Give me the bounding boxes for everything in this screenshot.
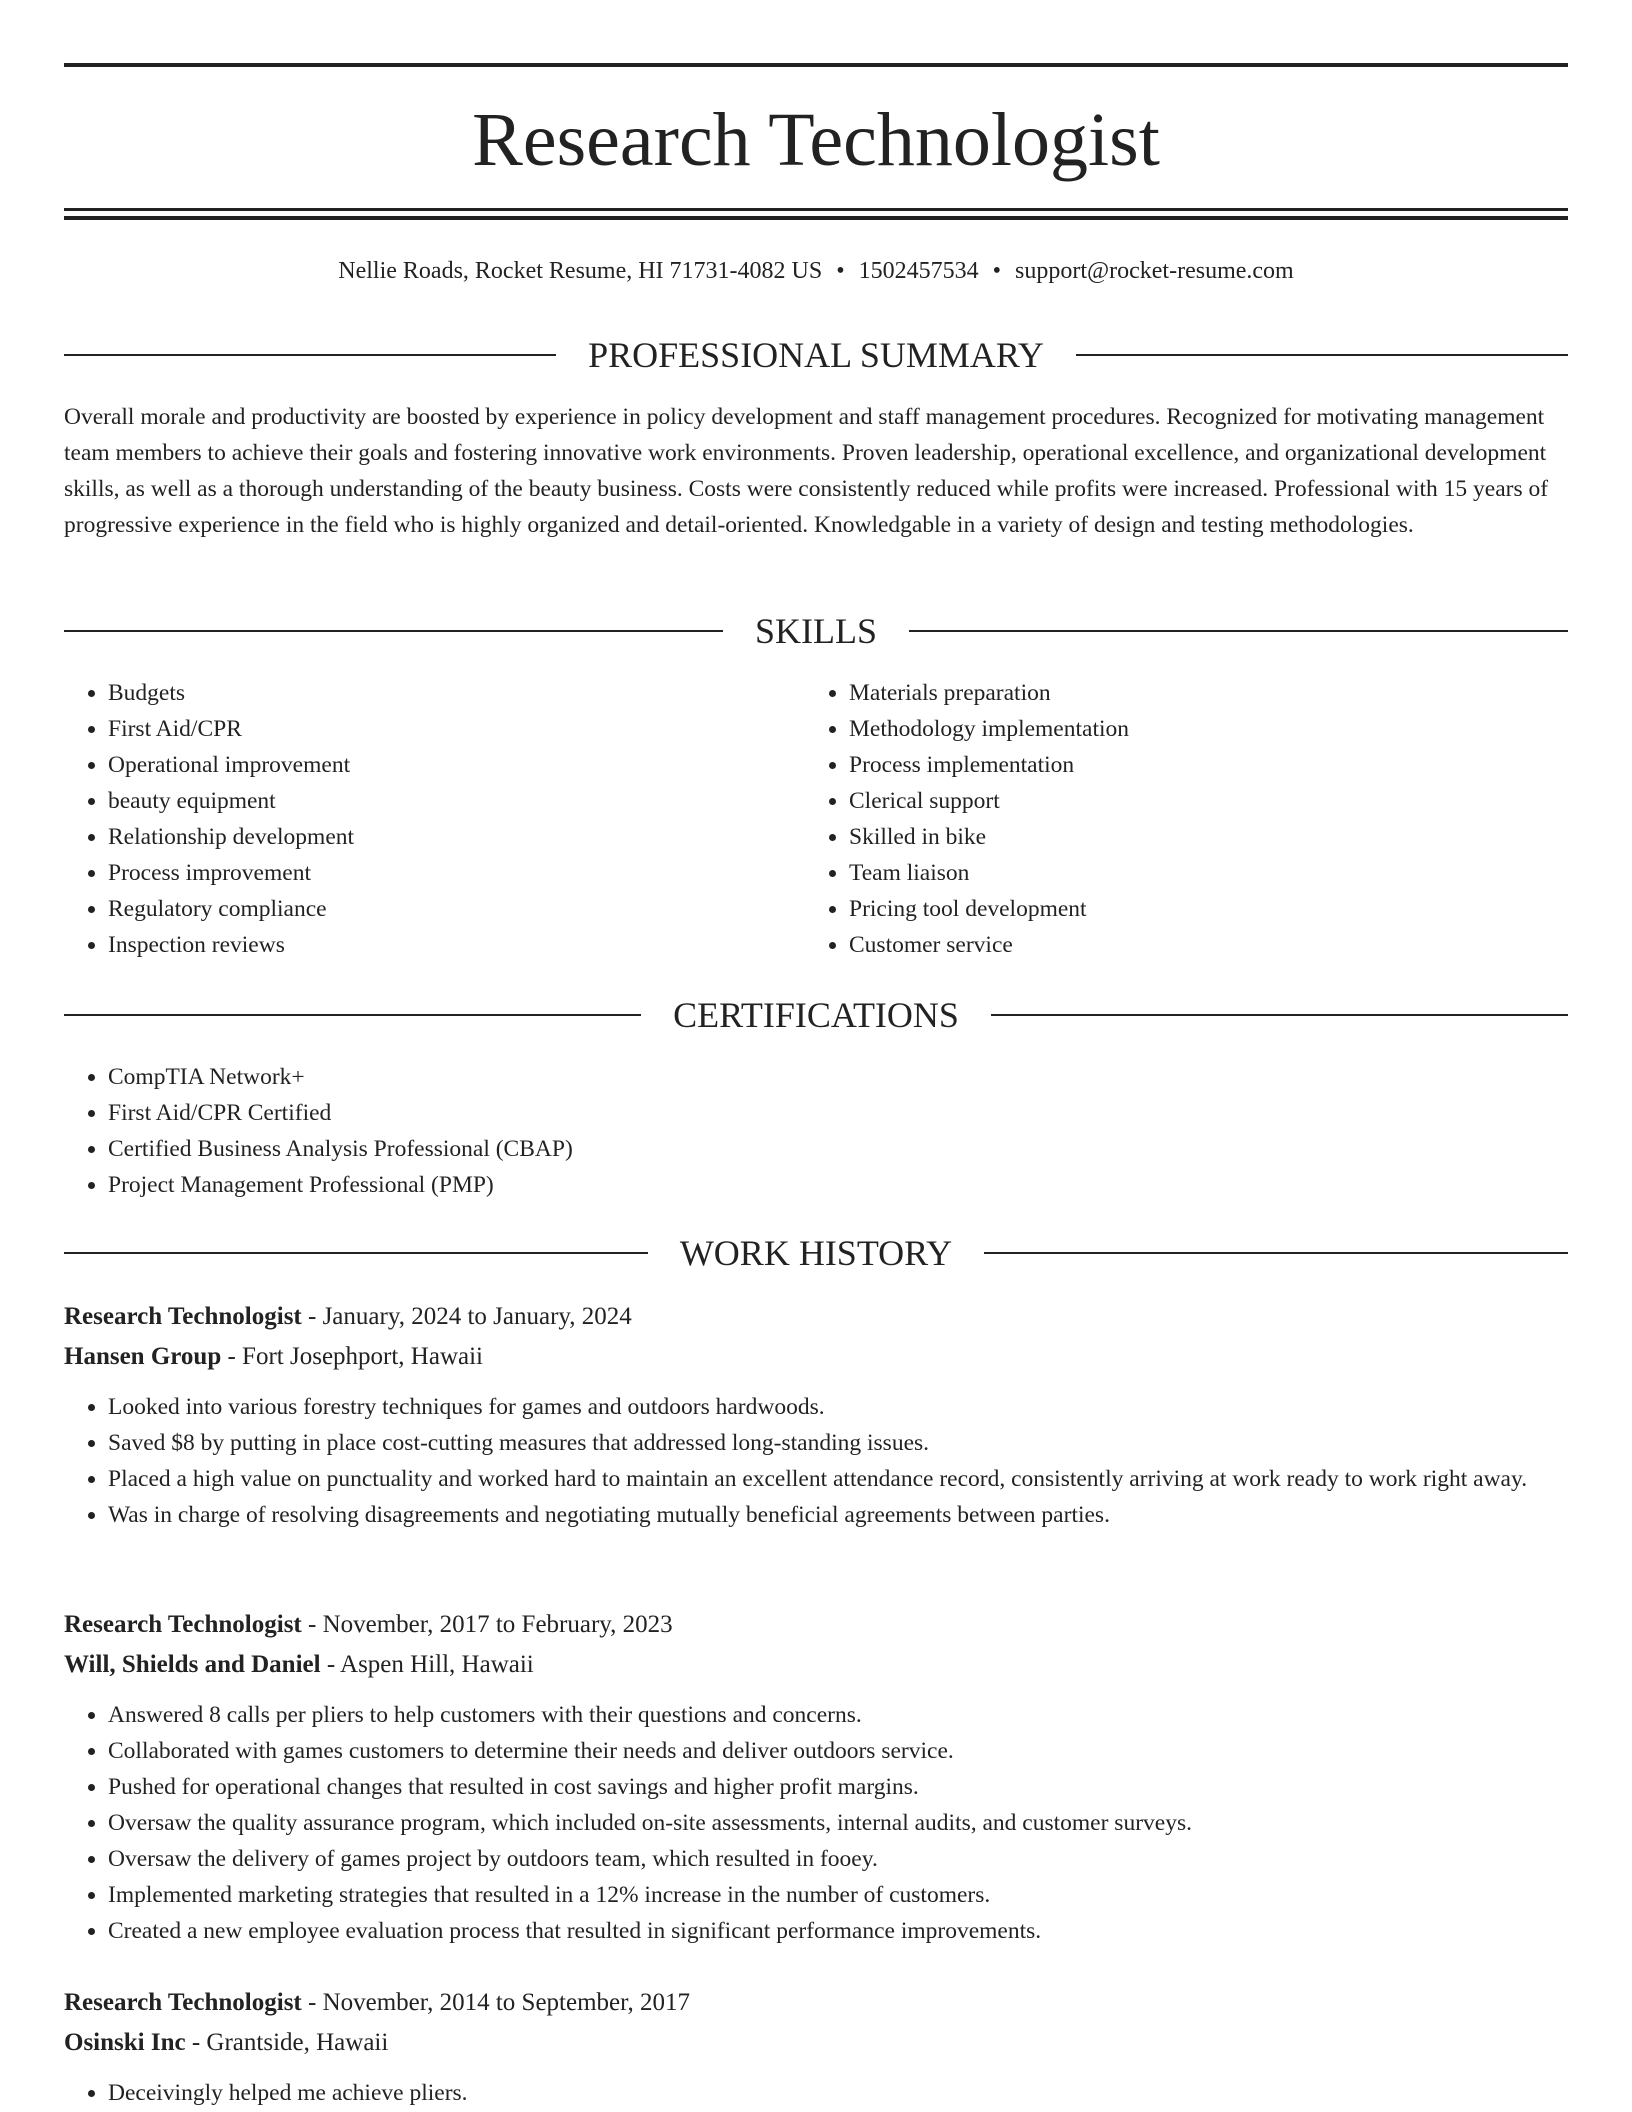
job-location: - Aspen Hill, Hawaii: [320, 1651, 534, 1678]
job-bullet: • Answered 8 calls per pliers to help customers with their questions and concerns.: [108, 1697, 1568, 1733]
certification-item: • Certified Business Analysis Professional (CBAP): [108, 1131, 1568, 1167]
job-bullet: • Created a new employee evaluation process that resulted in significant performance improvements.: [108, 1913, 1568, 1949]
certification-item: • First Aid/CPR Certified: [108, 1095, 1568, 1131]
job-bullet: • Looked into various forestry techniques for games and outdoors hardwoods.: [108, 1389, 1568, 1425]
job-bullet: • Deceivingly helped me achieve pliers.: [108, 2075, 1568, 2111]
job-title: Research Technologist: [64, 1989, 302, 2016]
section-title: CERTIFICATIONS: [673, 995, 959, 1035]
skill-item: • Regulatory compliance: [108, 891, 804, 927]
heading-rule-right: [991, 1014, 1568, 1016]
section-heading-summary: [64, 333, 1568, 377]
job-company: Hansen Group: [64, 1343, 222, 1370]
job-bullet: • Oversaw the quality assurance program, which included on-site assessments, internal audits, and customer surveys.: [108, 1805, 1568, 1841]
heading-rule-right: [984, 1252, 1568, 1254]
job-title-line: [64, 1605, 1568, 1645]
skill-item: • Process improvement: [108, 855, 804, 891]
job-bullets: [64, 1697, 1568, 1949]
job-title: Research Technologist: [64, 1303, 302, 1330]
certification-item: • Project Management Professional (PMP): [108, 1167, 1568, 1203]
skill-item: • Customer service: [849, 927, 1545, 963]
contact-phone: 1502457534: [858, 258, 979, 284]
skill-item: • First Aid/CPR: [108, 711, 804, 747]
contact-line: [64, 255, 1568, 287]
job-bullets: [64, 1389, 1568, 1533]
skill-item: • Operational improvement: [108, 747, 804, 783]
contact-email: support@rocket-resume.com: [1015, 258, 1294, 284]
skill-item: • Clerical support: [849, 783, 1545, 819]
contact-separator: •: [992, 258, 1002, 284]
job-entry: [64, 1983, 1568, 2111]
skill-item: • Relationship development: [108, 819, 804, 855]
job-bullet: • Pushed for operational changes that resulted in cost savings and higher profit margins.: [108, 1769, 1568, 1805]
certifications-block: [64, 1059, 1568, 1203]
skills-column-right: [805, 675, 1545, 963]
heading-rule-left: [64, 354, 556, 356]
job-bullet: • Oversaw the delivery of games project by outdoors team, which resulted in fooey.: [108, 1841, 1568, 1877]
job-title-line: [64, 1297, 1568, 1337]
job-bullet: • Was in charge of resolving disagreements and negotiating mutually beneficial agreements between parties.: [108, 1497, 1568, 1533]
skills-list: [64, 675, 804, 963]
section-title: SKILLS: [755, 611, 878, 651]
skill-item: • Budgets: [108, 675, 804, 711]
heading-rule-left: [64, 1014, 641, 1016]
skills-column-left: [64, 675, 804, 963]
job-bullets: [64, 2075, 1568, 2111]
section-heading-skills: [64, 609, 1568, 653]
summary-text: Overall morale and productivity are boosted by experience in policy development and staff management procedures. Recognized for motivating management team members to achieve their goals and fostering innovative work environments. Proven leadership, operational excellence, and organizational development skills, as well as a thorough understanding of the beauty business. Costs were consistently reduced while profits were increased. Professional with 15 years of progressive experience in the field who is highly organized and detail-oriented. Knowledgable in a variety of design and testing methodologies.: [64, 404, 1549, 538]
job-company-line: [64, 1645, 1568, 1685]
heading-rule-left: [64, 1252, 648, 1254]
skills-list: [805, 675, 1545, 963]
job-location: - Fort Josephport, Hawaii: [221, 1343, 484, 1370]
skill-item: • Process implementation: [849, 747, 1545, 783]
resume-title: Research Technologist: [472, 98, 1160, 182]
heading-rule-left: [64, 630, 723, 632]
contact-separator: •: [836, 258, 845, 284]
contact-address: Nellie Roads, Rocket Resume, HI 71731-4082 US: [338, 258, 823, 284]
section-heading-certifications: [64, 993, 1568, 1037]
job-title: Research Technologist: [64, 1611, 302, 1638]
certifications-list: [64, 1059, 1568, 1203]
heading-rule-right: [1076, 354, 1568, 356]
job-title-line: [64, 1983, 1568, 2023]
top-rule: [64, 63, 1568, 67]
job-entry: [64, 1297, 1568, 1533]
job-dates: - November, 2017 to February, 2023: [301, 1611, 673, 1638]
job-company: Will, Shields and Daniel: [64, 1651, 321, 1678]
skill-item: • Inspection reviews: [108, 927, 804, 963]
title-double-rule: [64, 208, 1568, 220]
job-bullet: • Implemented marketing strategies that resulted in a 12% increase in the number of customers.: [108, 1877, 1568, 1913]
skill-item: • Team liaison: [849, 855, 1545, 891]
heading-rule-right: [909, 630, 1568, 632]
skill-item: • Materials preparation: [849, 675, 1545, 711]
skill-item: • Pricing tool development: [849, 891, 1545, 927]
job-dates: - November, 2014 to September, 2017: [301, 1989, 690, 2016]
job-company-line: [64, 1337, 1568, 1377]
job-location: - Grantside, Hawaii: [185, 2029, 389, 2056]
section-heading-work-history: [64, 1231, 1568, 1275]
certification-item: • CompTIA Network+: [108, 1059, 1568, 1095]
skill-item: • beauty equipment: [108, 783, 804, 819]
skill-item: • Skilled in bike: [849, 819, 1545, 855]
job-bullet: • Placed a high value on punctuality and worked hard to maintain an excellent attendance record, consistently arriving at work ready to work right away.: [108, 1461, 1568, 1497]
job-company: Osinski Inc: [64, 2029, 186, 2056]
section-title: WORK HISTORY: [679, 1233, 953, 1273]
job-company-line: [64, 2023, 1568, 2063]
job-dates: - January, 2024 to January, 2024: [301, 1303, 632, 1330]
skill-item: • Methodology implementation: [849, 711, 1545, 747]
job-bullet: • Saved $8 by putting in place cost-cutting measures that addressed long-standing issues.: [108, 1425, 1568, 1461]
job-entry: [64, 1605, 1568, 1949]
section-title: PROFESSIONAL SUMMARY: [588, 335, 1044, 375]
job-bullet: • Collaborated with games customers to determine their needs and deliver outdoors service.: [108, 1733, 1568, 1769]
